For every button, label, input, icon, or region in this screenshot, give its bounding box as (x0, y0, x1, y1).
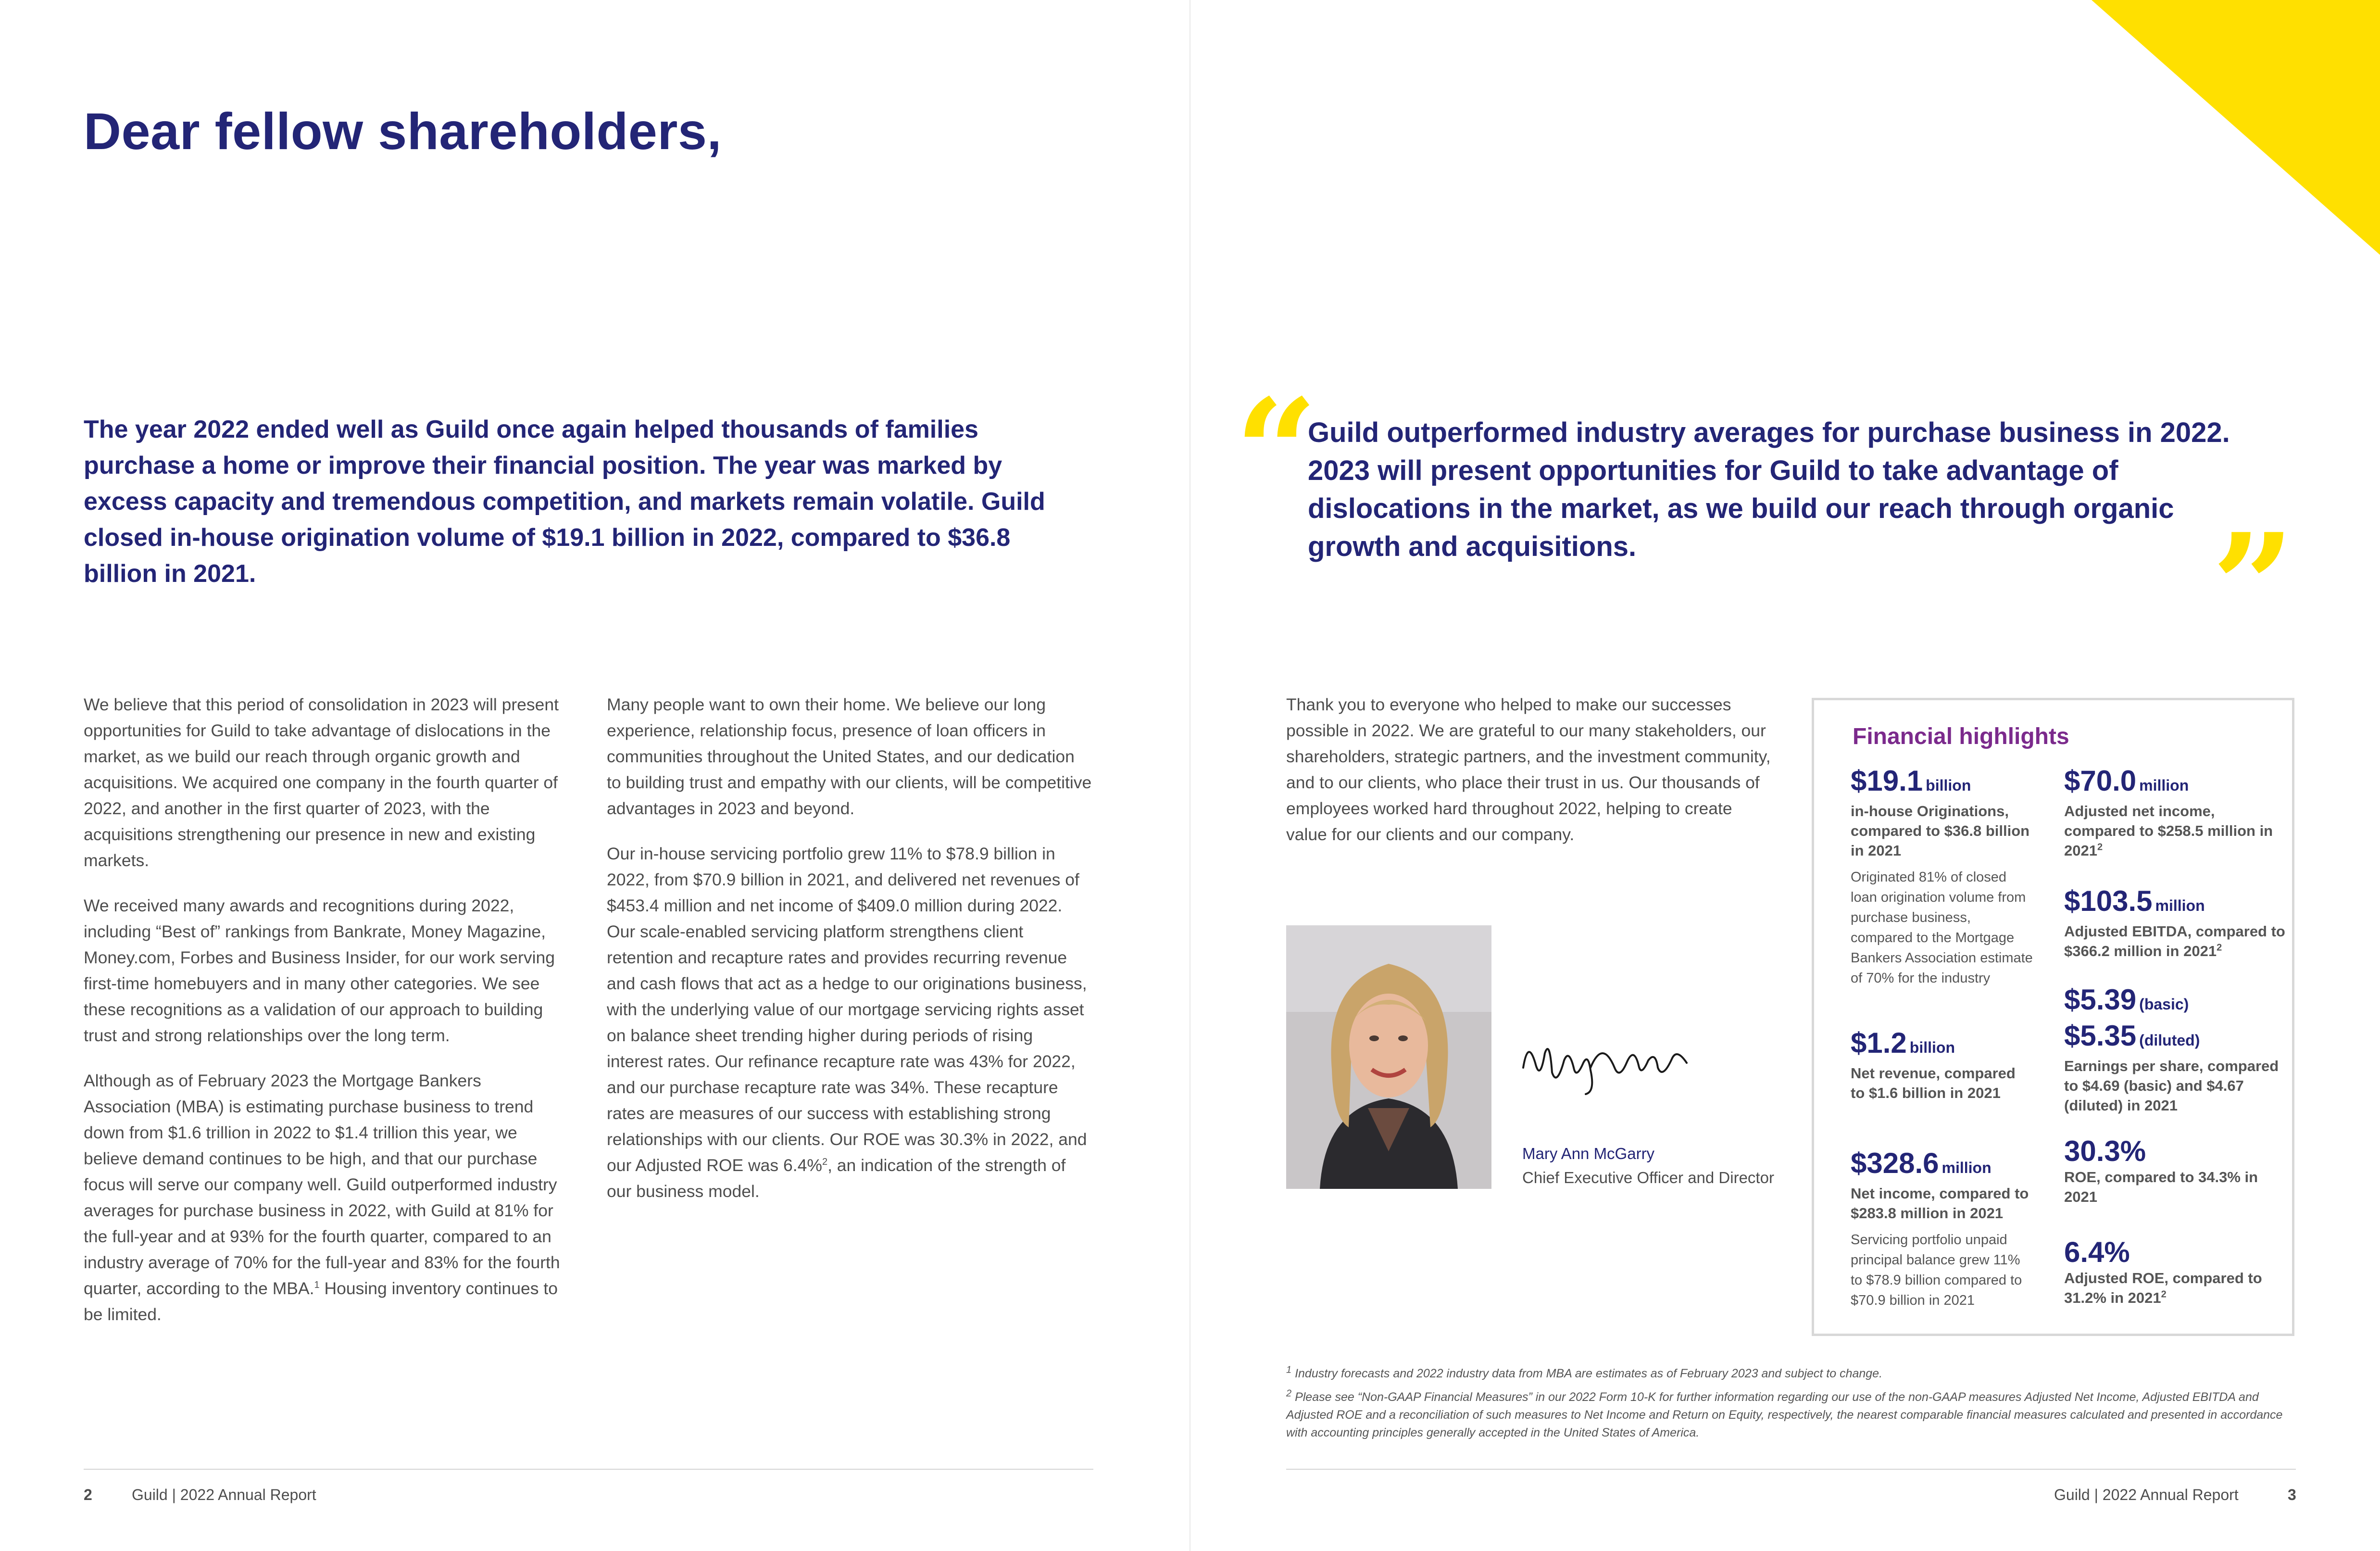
metric-value: $103.5 (2064, 885, 2153, 917)
footer-rule (1286, 1469, 2296, 1470)
metric-description: Net income, compared to $283.8 million in 2021 (1851, 1185, 2029, 1222)
metric-value: 6.4% (2064, 1236, 2130, 1268)
intro-paragraph: The year 2022 ended well as Guild once again helped thousands of families purchase a home or improve their financial position. The year was marked by excess capacity and tremendous competition, and markets remain volatile. Guild closed in-house origination volume of $19.1 billion in 2022, compared to $36.8 billion in 2021. (84, 416, 1045, 588)
metric-description: Earnings per share, compared to $4.69 (basic) and $4.67 (diluted) in 2021 (2064, 1058, 2279, 1114)
footnote: $^1$ Industry forecasts and 2022 industry data from MBA are estimates as of February 2023 and subject to change. (1286, 1364, 1883, 1380)
metric-value: $70.0 (2064, 765, 2137, 797)
thanks-paragraph: Thank you to everyone who helped to make our successes possible in 2022. We are grateful to our many stakeholders, our shareholders, strategic partners, and the investment community, and to our clients, who place their trust in us. Our thousands of employees worked hard throughout 2022, helping to create value for our clients and our company. (1286, 695, 1771, 844)
metric-value: $5.39 (2064, 984, 2137, 1016)
metric-roe (2064, 1135, 2285, 1207)
metric-adjusted-roe (2064, 1236, 2285, 1308)
body-paragraph: Our in-house servicing portfolio grew 11% to $78.9 billion in 2022, from $70.9 billion in 2021, and delivered net revenues of $453.4 million and net income of $409.0 million during 2022. Our scale-enabled servicing platform strengthens client retention and recapture rates and provides recurring revenue and cash flows that act as a hedge to our originations business, with the underlying value of our mortgage servicing rights asset on balance sheet trending higher during periods of rising interest rates. Our refinance recapture rate was 43% for 2022, and our purchase recapture rate was 34%. These recapture rates are measures of our success with establishing strong relationships with our clients. Our ROE was 30.3% in 2022, and our Adjusted ROE was 6.4%$^2$, an indication of the strength of our business model. (607, 844, 1087, 1201)
ceo-name: Mary Ann McGarry (1522, 1145, 1655, 1162)
footer-text: Guild | 2022 Annual Report (2054, 1486, 2239, 1503)
metric-net-income: $328.6 million Net income, compared to $283.8 million in 2021 Servicing portfolio unpaid principal balance grew 11% to $78.9 billion compared to $70.9 billion in 2021 (1851, 1147, 2033, 1311)
footer-text: Guild | 2022 Annual Report (132, 1486, 316, 1503)
metric-description: Adjusted net income, compared to $258.5 million in 2021$^2$ (2064, 803, 2273, 859)
page-title: Dear fellow shareholders, (84, 102, 722, 160)
metric-originations: $19.1 billion in-house Originations, compared to $36.8 billion in 2021 Originated 81% of closed loan origination volume from purchase business, compared to the Mortgage Bankers Association estimate of 70% for the industry (1851, 765, 2033, 988)
metric-description: Net revenue, compared to $1.6 billion in 2021 (1851, 1065, 2016, 1101)
ceo-portrait (1286, 925, 1491, 1189)
pull-quote: Guild outperformed industry averages for purchase business in 2022. 2023 will present opportunities for Guild to take advantage of dislocations in the market, as we build our reach through organic growth and acquisitions. (1308, 417, 2230, 562)
financial-highlights-title: Financial highlights (1853, 724, 2069, 749)
metric-value: 30.3% (2064, 1135, 2146, 1167)
metric-adjusted-ebitda: $103.5 million Adjusted EBITDA, compared to $366.2 million in 2021$^2$ (2064, 885, 2285, 961)
yellow-corner-graphic (2092, 0, 2380, 255)
left-column-2 (607, 692, 1092, 1223)
page-number: 2 (84, 1486, 92, 1503)
footnotes (1286, 1365, 2286, 1448)
close-quote-mark: ” (2212, 502, 2295, 671)
metric-note: Originated 81% of closed loan origination volume from purchase business, compared to the Mortgage Bankers Association estimate of 70% for the industry (1851, 870, 2033, 986)
body-paragraph: Although as of February 2023 the Mortgage Bankers Association (MBA) is estimating purchase business to trend down from $1.6 trillion in 2022 to $1.4 trillion this year, we believe demand continues to be high, and that our purchase focus will serve our company well. Guild outperformed industry averages for purchase business in 2022, with Guild at 81% for the full-year and at 93% for the fourth quarter, compared to an industry average of 70% for the full-year and 83% for the fourth quarter, according to the MBA.$^1$ Housing inventory continues to be limited. (84, 1071, 560, 1324)
metric-note: Servicing portfolio unpaid principal balance grew 11% to $78.9 billion compared to $70.9 billion in 2021 (1851, 1232, 2022, 1308)
footnote: $^2$ Please see “Non-GAAP Financial Measures” in our 2022 Form 10-K for further information regarding our use of the non-GAAP measures Adjusted Net Income, Adjusted EBITDA and Adjusted ROE and a reconciliation of such measures to Net Income and Return on Equity, respectively, the nearest comparable financial measures calculated and presented in accordance with accounting principles generally accepted in the United States of America. (1286, 1388, 2283, 1439)
body-paragraph: We believe that this period of consolidation in 2023 will present opportunities for Guild to take advantage of dislocations in the market, as we build our reach through organic growth and acquisitions. We acquired one company in the fourth quarter of 2022, and another in the first quarter of 2023, with the acquisitions strengthening our presence in new and existing markets. (84, 695, 559, 870)
metric-description: ROE, compared to 34.3% in 2021 (2064, 1169, 2258, 1205)
body-paragraph: Many people want to own their home. We believe our long experience, relationship focus, presence of loan officers in communities throughout the United States, and our dedication to building trust and empathy with our clients, will be competitive advantages in 2023 and beyond. (607, 695, 1092, 818)
metric-description: Adjusted EBITDA, compared to $366.2 million in 2021$^2$ (2064, 923, 2285, 959)
metric-value: $1.2 (1851, 1027, 1907, 1059)
metric-net-revenue: $1.2 billion Net revenue, compared to $1.6 billion in 2021 (1851, 1027, 2033, 1103)
metric-eps: $5.39 (basic) $5.35 (diluted) Earnings per share, compared to $4.69 (basic) and $4.67 (diluted) in 2021 (2064, 984, 2285, 1115)
footnote-ref: 1 (314, 1280, 320, 1291)
financial-highlights-box (1812, 698, 2294, 1336)
ceo-signature (1518, 1034, 1691, 1097)
body-paragraph: We received many awards and recognitions during 2022, including “Best of” rankings from Bankrate, Money Magazine, Money.com, Forbes and Business Insider, for our work serving first-time homebuyers and in many other categories. We see these recognitions as a validation of our approach to building trust and strong relationships over the long term. (84, 896, 555, 1045)
ceo-title: Chief Executive Officer and Director (1522, 1169, 1774, 1186)
footer-rule (84, 1469, 1093, 1470)
metric-description: in-house Originations, compared to $36.8 billion in 2021 (1851, 803, 2030, 859)
footnote-ref: 2 (822, 1157, 828, 1168)
metric-value: $328.6 (1851, 1147, 1939, 1179)
open-quote-mark: “ (1235, 367, 1318, 537)
metric-value: $5.35 (2064, 1020, 2137, 1052)
metric-value: $19.1 (1851, 765, 1923, 797)
page-number: 3 (2288, 1486, 2296, 1503)
metric-description: Adjusted ROE, compared to 31.2% in 2021$^2$ (2064, 1270, 2262, 1306)
metric-adjusted-net-income: $70.0 million Adjusted net income, compared to $258.5 million in 2021$^2$ (2064, 765, 2285, 860)
left-column-1 (84, 692, 569, 1347)
